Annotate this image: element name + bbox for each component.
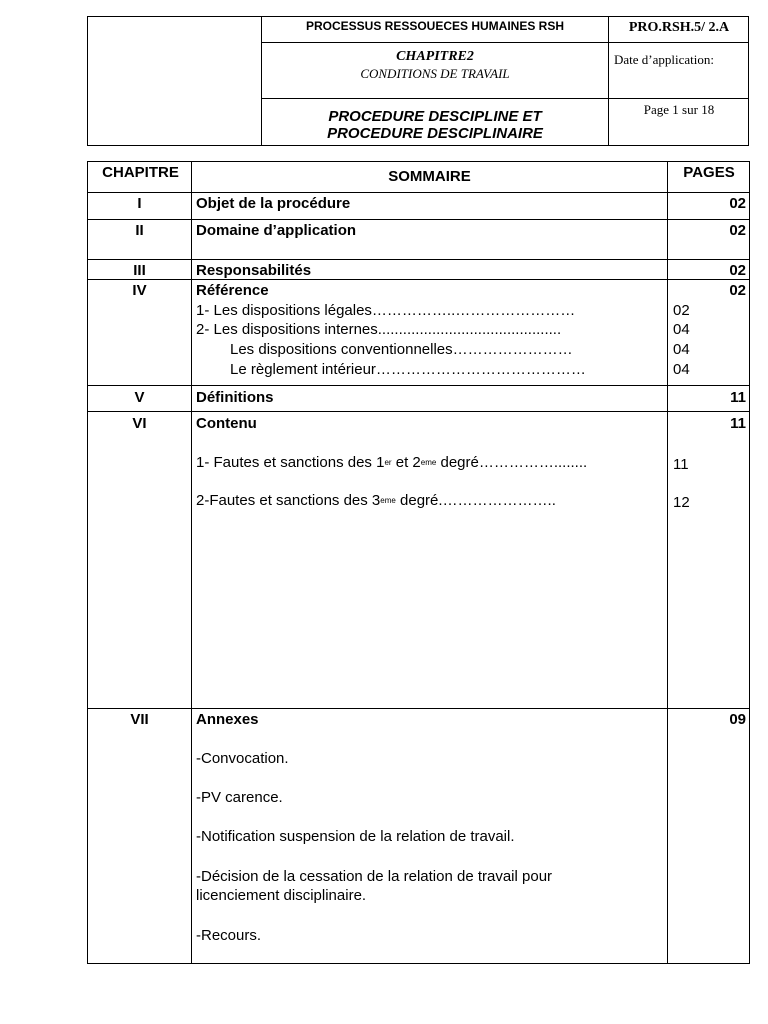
sub-item-text-part: degré……………........	[436, 454, 588, 471]
chapter-number: CHAPITRE2	[396, 49, 474, 64]
procedure-title-line1: PROCEDURE DESCIPLINE ET	[328, 108, 542, 125]
sub-item-page: 04	[673, 341, 690, 358]
annex-item: -Convocation.	[196, 750, 289, 767]
procedure-title-line2: PROCEDURE DESCIPLINAIRE	[327, 125, 543, 142]
table-row-page: 02	[729, 222, 746, 239]
column-header-chapitre: CHAPITRE	[102, 164, 179, 181]
column-header-sommaire: SOMMAIRE	[388, 168, 471, 185]
row-divider	[88, 219, 749, 220]
sub-item-text	[196, 453, 587, 472]
table-row-page: 02	[729, 195, 746, 212]
sub-item-text: 2- Les dispositions internes............................................	[196, 321, 562, 338]
table-row-page: 02	[729, 262, 746, 279]
chapter-subtitle: CONDITIONS DE TRAVAIL	[360, 66, 510, 81]
table-row-title: Annexes	[196, 711, 259, 728]
sub-item-text: Les dispositions conventionnelles……………………	[230, 341, 573, 358]
table-row-page: 11	[730, 389, 746, 406]
sub-item-sup: eme	[380, 496, 396, 505]
sub-item-sup: eme	[420, 458, 437, 467]
column-divider	[191, 162, 192, 963]
document-header	[87, 16, 749, 146]
table-row-title: Responsabilités	[196, 262, 312, 279]
table-row-page: 02	[729, 282, 746, 299]
logo-area	[88, 17, 261, 145]
summary-table	[87, 161, 750, 964]
row-divider	[88, 708, 749, 709]
sub-item-text: Le règlement intérieur……………………………………	[230, 361, 586, 378]
sub-item-sup: er	[384, 458, 392, 467]
sub-item-text-part: 1- Fautes et sanctions des 1	[196, 454, 385, 471]
table-row-chapter: IV	[132, 282, 147, 299]
document-reference: PRO.RSH.5/ 2.A	[628, 20, 730, 35]
sub-item-text-part: et 2	[391, 454, 421, 471]
sub-item-page: 02	[673, 302, 690, 319]
sub-item-page: 12	[673, 494, 690, 511]
sub-item-text: 1- Les dispositions légales……………..……………………	[196, 302, 576, 319]
header-divider	[261, 42, 748, 43]
annex-item: -Recours.	[196, 927, 262, 944]
page-info: Page 1 sur 18	[643, 102, 715, 117]
table-row-chapter: III	[133, 262, 146, 279]
table-row-page: 09	[729, 711, 746, 728]
header-divider	[261, 98, 748, 99]
table-row-chapter: II	[135, 222, 144, 239]
application-date-label: Date d’application:	[614, 52, 714, 67]
column-header-pages: PAGES	[683, 164, 735, 181]
table-row-title: Objet de la procédure	[196, 195, 351, 212]
annex-item: -PV carence.	[196, 789, 283, 806]
sub-item-text-part: 2-Fautes et sanctions des 3	[196, 492, 381, 509]
sub-item-text	[196, 491, 556, 510]
procedure-title	[262, 108, 608, 142]
annex-item: -Décision de la cessation de la relation de travail pour	[196, 868, 553, 885]
annex-item: licenciement disciplinaire.	[196, 887, 367, 904]
table-row-chapter: VI	[132, 415, 147, 432]
sub-item-page: 11	[673, 456, 689, 473]
annex-item: -Notification suspension de la relation de travail.	[196, 828, 515, 845]
table-row-title: Contenu	[196, 415, 257, 432]
table-row-title: Référence	[196, 282, 269, 299]
sub-item-page: 04	[673, 321, 690, 338]
row-divider	[88, 259, 749, 260]
chapter-title	[262, 48, 608, 82]
table-row-chapter: V	[134, 389, 145, 406]
row-divider	[88, 385, 749, 386]
row-divider	[88, 192, 749, 193]
table-row-title: Domaine d’application	[196, 222, 357, 239]
table-row-chapter: VII	[130, 711, 149, 728]
table-row-page: 11	[730, 415, 746, 432]
row-divider	[88, 411, 749, 412]
sub-item-text-part: degré.…………………..	[395, 492, 556, 509]
table-row-chapter: I	[137, 195, 142, 212]
process-title: PROCESSUS RESSOUECES HUMAINES RSH	[305, 19, 565, 33]
table-row-title: Définitions	[196, 389, 274, 406]
sub-item-page: 04	[673, 361, 690, 378]
